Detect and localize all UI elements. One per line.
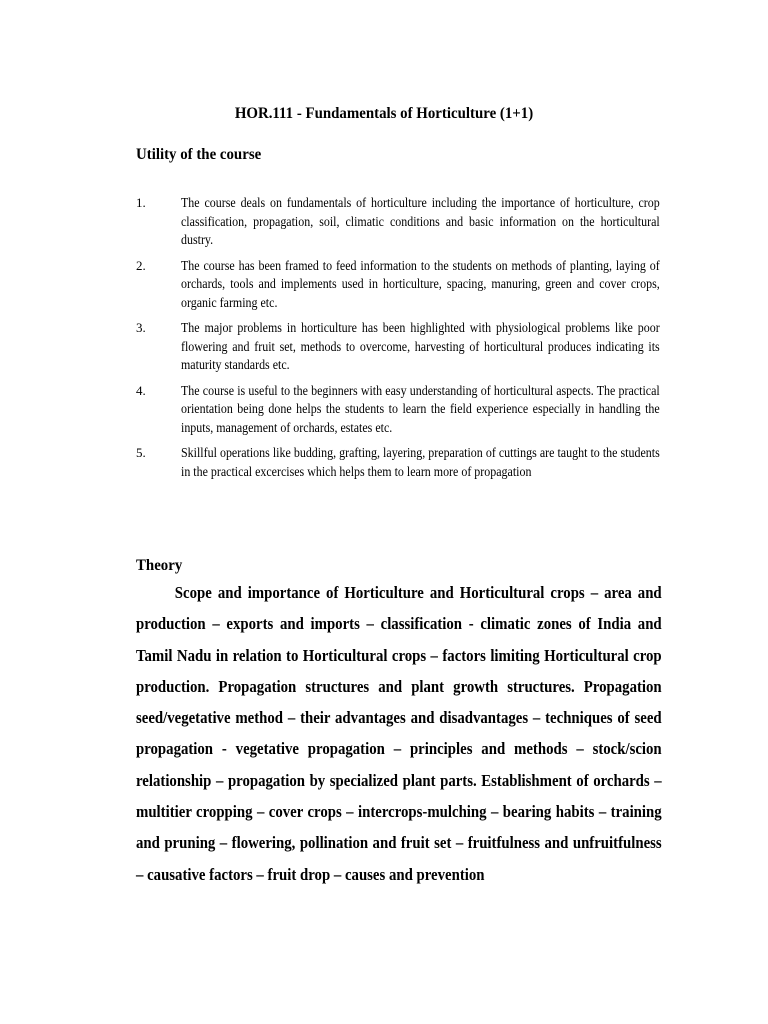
list-item bbox=[136, 194, 660, 250]
utility-heading: Utility of the course bbox=[136, 146, 262, 163]
list-item bbox=[136, 444, 660, 481]
list-item-number: 1. bbox=[136, 195, 146, 210]
list-item-text: The major problems in horticulture has been highlighted with physiological problems like poor flowering and fruit set, methods to overcome, harvesting of horticultural produces indicating its maturity standards etc. bbox=[181, 320, 660, 372]
list-item-number: 2. bbox=[136, 257, 146, 273]
theory-heading: Theory bbox=[136, 557, 183, 574]
list-item bbox=[136, 319, 660, 375]
list-item-text: Skillful operations like budding, grafting, layering, preparation of cuttings are taught to the students in the practical excercises which helps them to learn more of propagation bbox=[181, 445, 660, 479]
list-item-text: The course deals on fundamentals of horticulture including the importance of horticulture, crop classification, propagation, soil, climatic conditions and basic information on the horticultural dustry. bbox=[181, 195, 660, 247]
list-item bbox=[136, 382, 660, 438]
list-item-number: 3. bbox=[136, 320, 146, 335]
document-title: HOR.111 - Fundamentals of Horticulture (1+1) bbox=[234, 105, 534, 122]
utility-list bbox=[136, 194, 660, 488]
list-item-number: 5. bbox=[136, 445, 146, 460]
list-item-text: The course has been framed to feed information to the students on methods of planting, laying of orchards, tools and implements used in horticulture, spacing, manuring, green and cover crops, organic farming etc. bbox=[181, 257, 660, 310]
theory-paragraph: Scope and importance of Horticulture and Horticultural crops – area and production – exports and imports – classification - climatic zones of India and Tamil Nadu in relation to Horticultural crops – factors limiting Horticultural crop production. Propagation structures and plant growth structures. Propagation seed/vegetative method – their advantages and disadvantages – techniques of seed propagation - vegetative propagation – principles and methods – stock/scion relationship – propagation by specialized plant parts. Establishment of orchards – multitier cropping – cover crops – intercrops-mulching – bearing habits – training and pruning – flowering, pollination and fruit set – fruitfulness and unfruitfulness – causative factors – fruit drop – causes and prevention bbox=[136, 583, 662, 884]
list-item bbox=[136, 257, 660, 313]
list-item-number: 4. bbox=[136, 382, 146, 398]
list-item-text: The course is useful to the beginners with easy understanding of horticultural aspects. The practical orientation being done helps the students to learn the field experience especially in handling the inputs, management of orchards, estates etc. bbox=[181, 382, 660, 435]
